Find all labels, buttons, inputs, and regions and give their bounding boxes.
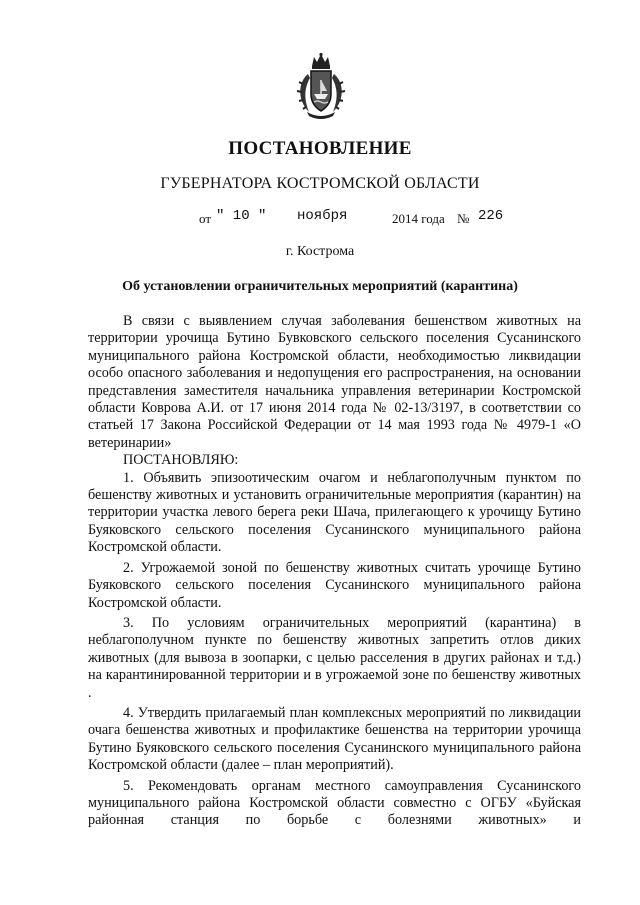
document-body (88, 313, 581, 830)
list-item: 3. По условиям ограничительных мероприятий (карантина) в неблагополучном пункте по бешенству животных запретить отлов диких животных (для вывоза в зоопарки, с целью расселения в других районах и т.д.) на карантинированной территории и в угрожаемой зоне по бешенству животных . (88, 614, 581, 701)
date-prefix: от (199, 211, 212, 226)
list-item: 1. Объявить эпизоотическим очагом и неблагополучным пунктом по бешенству животных и установить ограничительные мероприятия (карантин) на территории участка левого берега реки Шача, прилегающего к урочищу Бутино Буяковского сельского поселения Сусанинского муниципального района Костромской области. (88, 469, 581, 556)
date-year: 2014 года (392, 211, 445, 226)
date-month: ноября (297, 208, 348, 224)
number-sign: № (457, 211, 470, 226)
issuer-heading: ГУБЕРНАТОРА КОСТРОМСКОЙ ОБЛАСТИ (160, 175, 480, 192)
coat-of-arms-icon (295, 52, 347, 120)
list-item: 4. Утвердить прилагаемый план комплексных мероприятий по ликвидации очага бешенства животных и профилактике бешенства на территории урочища Бутино Буяковского сельского поселения Сусанинского муниципального района Костромской области (далее – план мероприятий). (88, 704, 581, 774)
preamble-paragraph: В связи с выявлением случая заболевания бешенством животных на территории урочища Бутино Бувковского сельского поселения Сусанинского муниципального района Костромской области, необходимостью ликвидации особо опасного заболевания и недопущения его распространения, на основании представления заместителя начальника управления ветеринарии Костромской области Коврова А.И. от 17 июня 2014 года № 02-13/3197, в соответствии со статьей 17 Закона Российской Федерации от 14 мая 1993 года № 4979-1 «О ветеринарии» (88, 313, 581, 451)
decree-word: ПОСТАНОВЛЯЮ: (123, 452, 239, 469)
document-title: Об установлении ограничительных мероприятий (карантина) (122, 279, 518, 294)
list-item: 5. Рекомендовать органам местного самоуправления Сусанинского муниципального района Костромской области совместно с ОГБУ «Буйская районная станция по борьбе с болезнями животных» и (88, 777, 581, 829)
date-day: " 10 " (216, 208, 267, 224)
document-type-heading: ПОСТАНОВЛЕНИЕ (228, 138, 412, 159)
list-item: 2. Угрожаемой зоной по бешенству животных считать урочище Бутино Буяковского сельского поселения Сусанинского муниципального района Костромской области. (88, 559, 581, 611)
city-line: г. Кострома (285, 244, 355, 259)
document-number: 226 (478, 208, 504, 224)
